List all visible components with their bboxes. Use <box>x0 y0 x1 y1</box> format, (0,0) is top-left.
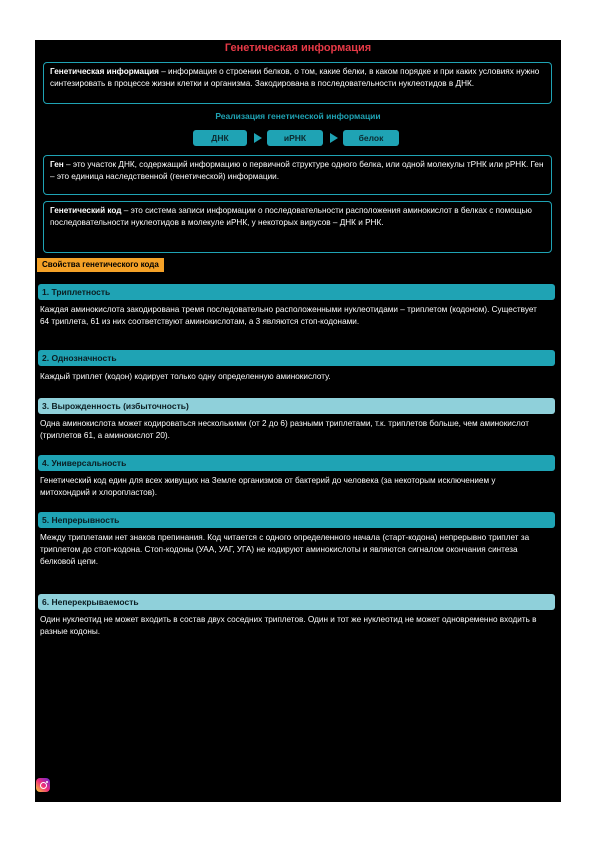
property-text: Одна аминокислота может кодироваться несколькими (от 2 до 6) разными триплетами, т.к. триплетов больше, чем аминокислот (триплетов 61, а аминокислот 20). <box>40 419 529 440</box>
property-text: Генетический код един для всех живущих на Земле организмов от бактерий до человека (за некоторым исключением у митохондрий и хлоропластов). <box>40 476 496 497</box>
property-text: Каждый триплет (кодон) кодирует только одну определенную аминокислоту. <box>40 372 331 381</box>
definition-term: Генетическая информация <box>50 67 159 76</box>
step-mrna: иРНК <box>267 130 323 146</box>
code-term: Генетический код <box>50 206 122 215</box>
property-heading: 1. Триплетность <box>38 284 555 300</box>
definition-text: – информация о строении белков, о том, какие белки, в каком порядке и при каких условиях нужно синтезировать в процессе жизни клетки и организма. Закодирована в последовательности нуклеотидов в ДНК. <box>50 67 540 88</box>
property-text: Каждая аминокислота закодирована тремя последовательно расположенными нуклеотидами – триплетом (кодоном). Существует 64 триплета, 61 из них соответствуют аминокислотам, а 3 являются стоп-кодонами. <box>40 305 537 326</box>
property-heading: 3. Вырожденность (избыточность) <box>38 398 555 414</box>
realization-title: Реализация генетической информации <box>215 111 381 121</box>
step-protein: белок <box>343 130 399 146</box>
definition-box <box>43 62 552 104</box>
gene-text: – это участок ДНК, содержащий информацию о первичной структуре одного белка, или одной молекулы тРНК или рРНК. Ген – это единица наследственной (генетической) информации. <box>50 160 544 181</box>
arrow-right-icon <box>254 133 262 143</box>
arrow-right-icon <box>330 133 338 143</box>
gene-box <box>43 155 552 195</box>
document-sheet <box>35 40 561 802</box>
property-heading: 2. Однозначность <box>38 350 555 366</box>
step-dna: ДНК <box>193 130 247 146</box>
code-box <box>43 201 552 253</box>
property-text: Между триплетами нет знаков препинания. Код читается с одного определенного начала (старт-кодона) непрерывно триплет за триплетом до стоп-кодона. Стоп-кодоны (УАА, УАГ, УГА) не кодируют аминокислоты и являются сигналом окончания синтеза белковой цепи. <box>40 533 530 566</box>
instagram-icon[interactable] <box>36 778 50 792</box>
property-text: Один нуклеотид не может входить в состав двух соседних триплетов. Один и тот же нуклеотид не может одновременно входить в разные кодоны. <box>40 615 537 636</box>
property-heading: 6. Неперекрываемость <box>38 594 555 610</box>
realization-flow <box>35 130 561 148</box>
code-text: – это система записи информации о последовательности расположения аминокислот в белках с помощью последовательности нуклеотидов в молекуле иРНК, у некоторых вирусов – ДНК и РНК. <box>50 206 532 227</box>
property-heading: 5. Непрерывность <box>38 512 555 528</box>
gene-term: Ген <box>50 160 64 169</box>
property-heading: 4. Универсальность <box>38 455 555 471</box>
page-title: Генетическая информация <box>224 42 372 54</box>
properties-title: Свойства генетического кода <box>37 258 164 272</box>
